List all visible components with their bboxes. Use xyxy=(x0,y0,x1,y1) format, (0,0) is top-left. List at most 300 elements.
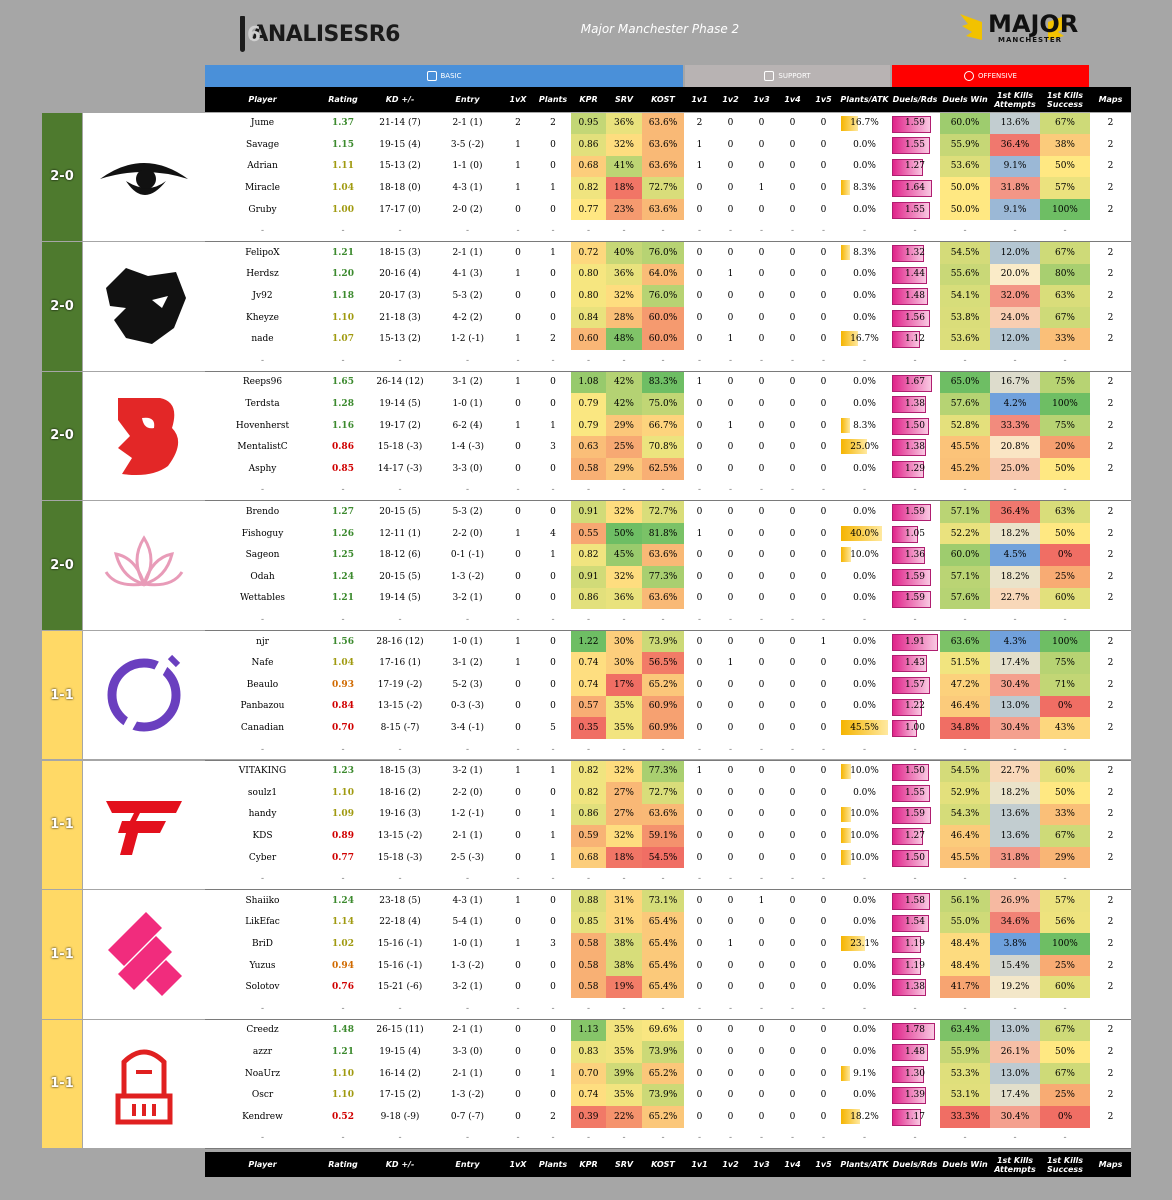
cell-plants xyxy=(535,544,571,566)
cell-kost xyxy=(642,717,684,739)
cell-value: 2 xyxy=(1107,831,1114,842)
spacer-dash: - xyxy=(661,355,665,366)
cell-value: 0.0% xyxy=(853,1047,876,1058)
cell-1v1 xyxy=(684,566,715,588)
cell-plants-atk xyxy=(839,696,890,718)
cell-1v2 xyxy=(715,1106,746,1128)
cell-value: 0 xyxy=(789,291,796,302)
cell-value: 25% xyxy=(1054,960,1075,971)
col-header-plants: Plants xyxy=(538,1160,568,1169)
cell-value: 0 xyxy=(758,312,765,323)
cell-value: 0.0% xyxy=(853,139,876,150)
cell-value: 0 xyxy=(758,139,765,150)
cell-srv xyxy=(606,631,642,653)
cell-fk-attempts xyxy=(990,372,1040,394)
cell-1vx xyxy=(501,307,535,329)
cell-value: 0 xyxy=(727,766,734,777)
cell-value: 0.57 xyxy=(578,701,599,712)
cell-duels-rds xyxy=(890,890,940,912)
cell-value: 0 xyxy=(696,809,703,820)
cell-value: 2-2 (0) xyxy=(452,528,483,539)
spacer-dash: - xyxy=(465,355,470,366)
cell-value: 21-18 (3) xyxy=(379,312,421,323)
cell-kd xyxy=(366,912,434,934)
cell-value: 2 xyxy=(1107,507,1114,518)
cell-value: 0.68 xyxy=(578,852,599,863)
cell-value: 26-14 (12) xyxy=(376,377,424,388)
cell-value: 0.60 xyxy=(578,334,599,345)
cell-1v1 xyxy=(684,544,715,566)
cell-value: 1.21 xyxy=(332,593,354,604)
cell-value: 1-2 (-1) xyxy=(450,334,485,345)
cell-value: 53.6% xyxy=(950,334,980,345)
cell-player xyxy=(205,631,320,653)
cell-1v4 xyxy=(777,415,808,437)
cell-value: 0 xyxy=(789,982,796,993)
cell-value: 0 xyxy=(727,636,734,647)
cell-value: Shaiiko xyxy=(245,895,280,906)
cell-1v2 xyxy=(715,177,746,199)
cell-value: 1.65 xyxy=(332,377,354,388)
cell-value: 0 xyxy=(789,269,796,280)
cell-value: 0 xyxy=(789,550,796,561)
cell-rating xyxy=(320,674,366,696)
cell-value: 0 xyxy=(727,1068,734,1079)
cell-1vx xyxy=(501,436,535,458)
cell-value: 0 xyxy=(820,960,827,971)
cell-entry xyxy=(434,588,501,610)
cell-value: 10.0% xyxy=(850,831,879,842)
cell-value: 2 xyxy=(550,334,556,345)
cell-1v4 xyxy=(777,976,808,998)
cell-value: 0 xyxy=(727,960,734,971)
cell-1v2 xyxy=(715,1084,746,1106)
cell-value: 0.74 xyxy=(578,658,599,669)
cell-kpr xyxy=(571,782,606,804)
cell-value: 30% xyxy=(613,636,634,647)
cell-kd xyxy=(366,804,434,826)
left-wing-icon xyxy=(960,14,982,44)
cell-fk-attempts xyxy=(990,782,1040,804)
col-header-maps: Maps xyxy=(1098,95,1123,104)
cell-1v1 xyxy=(684,804,715,826)
cell-value: 1 xyxy=(820,636,827,647)
cell-value: 0 xyxy=(758,1111,765,1122)
cell-value: 3-2 (1) xyxy=(452,982,483,993)
cell-value: 0 xyxy=(696,831,703,842)
cell-fk-attempts xyxy=(990,264,1040,286)
table-row xyxy=(205,955,1131,977)
cell-value: 0 xyxy=(727,982,734,993)
cell-value: 8.3% xyxy=(853,247,876,258)
cell-1v1 xyxy=(684,458,715,480)
cell-srv xyxy=(606,1041,642,1063)
cell-value: 0 xyxy=(820,550,827,561)
spacer-dash: - xyxy=(821,355,826,366)
cell-value: 1.10 xyxy=(332,1068,354,1079)
cell-rating xyxy=(320,1041,366,1063)
cell-value: 2 xyxy=(1107,334,1114,345)
cell-srv xyxy=(606,501,642,523)
cell-1v5 xyxy=(808,285,839,307)
cell-entry xyxy=(434,134,501,156)
cell-value: 1 xyxy=(727,334,734,345)
cell-entry xyxy=(434,242,501,264)
cell-1vx xyxy=(501,544,535,566)
cell-value: 0 xyxy=(758,269,765,280)
cell-1v2 xyxy=(715,890,746,912)
cell-value: 0 xyxy=(696,399,703,410)
cell-1v4 xyxy=(777,761,808,783)
cell-entry xyxy=(434,782,501,804)
cell-value: 1 xyxy=(550,852,556,863)
cell-kpr xyxy=(571,825,606,847)
cell-duels-rds xyxy=(890,1084,940,1106)
cell-value: 0 xyxy=(696,852,703,863)
cell-duels-rds xyxy=(890,976,940,998)
spacer-row xyxy=(205,1128,1131,1150)
cell-rating xyxy=(320,415,366,437)
cell-value: 1.28 xyxy=(332,399,354,410)
cell-value: 1.05 xyxy=(904,528,926,539)
cell-duels-win xyxy=(940,264,990,286)
cell-srv xyxy=(606,458,642,480)
table-row xyxy=(205,372,1131,394)
cell-1v4 xyxy=(777,544,808,566)
cell-1v3 xyxy=(746,890,777,912)
cell-value: 0 xyxy=(820,399,827,410)
cell-value: 0 xyxy=(550,571,556,582)
cell-1v5 xyxy=(808,156,839,178)
cell-srv xyxy=(606,933,642,955)
cell-value: 0 xyxy=(727,593,734,604)
cell-value: 100% xyxy=(1052,399,1078,410)
cell-kpr xyxy=(571,976,606,998)
cell-value: 42% xyxy=(613,377,634,388)
cell-value: 31.8% xyxy=(1000,183,1030,194)
cell-kpr xyxy=(571,674,606,696)
group-offensive-label: OFFENSIVE xyxy=(978,72,1017,80)
cell-value: 41.7% xyxy=(950,982,980,993)
cell-kd xyxy=(366,761,434,783)
cell-1v4 xyxy=(777,804,808,826)
cell-value: 1-1 (0) xyxy=(452,161,483,172)
cell-value: 0 xyxy=(550,161,556,172)
dz-ring-icon xyxy=(83,631,205,760)
cell-plants-atk xyxy=(839,242,890,264)
cell-kpr xyxy=(571,523,606,545)
cell-1v5 xyxy=(808,1020,839,1042)
spacer-dash: - xyxy=(260,615,265,626)
col-header-maps: Maps xyxy=(1098,1160,1123,1169)
cell-value: 0.94 xyxy=(332,960,354,971)
cell-entry xyxy=(434,285,501,307)
cell-value: 0 xyxy=(820,917,827,928)
team-record: 2-0 xyxy=(42,242,82,371)
cell-maps xyxy=(1090,674,1131,696)
cell-value: 0 xyxy=(758,982,765,993)
cell-rating xyxy=(320,264,366,286)
cell-1v5 xyxy=(808,804,839,826)
cell-value: 0 xyxy=(550,312,556,323)
cell-value: 0 xyxy=(696,1068,703,1079)
cell-value: 0 xyxy=(515,550,521,561)
cell-player xyxy=(205,976,320,998)
cell-kpr xyxy=(571,177,606,199)
cell-srv xyxy=(606,782,642,804)
cell-rating xyxy=(320,825,366,847)
spacer-dash: - xyxy=(465,1003,470,1014)
cell-kpr xyxy=(571,134,606,156)
cell-entry xyxy=(434,415,501,437)
cell-value: 54.5% xyxy=(950,247,980,258)
cell-1v2 xyxy=(715,523,746,545)
cell-value: 0.58 xyxy=(578,463,599,474)
spacer-dash: - xyxy=(963,1133,967,1144)
cell-duels-rds xyxy=(890,933,940,955)
cell-value: 2 xyxy=(1107,982,1114,993)
cell-value: 0 xyxy=(789,139,796,150)
cell-1v3 xyxy=(746,652,777,674)
cell-value: 27% xyxy=(613,787,634,798)
cell-value: 0 xyxy=(727,291,734,302)
cell-1v3 xyxy=(746,328,777,350)
spacer-dash: - xyxy=(728,355,733,366)
cell-value: 4.3% xyxy=(1003,636,1027,647)
cell-value: 0 xyxy=(696,312,703,323)
cell-value: 25.0% xyxy=(1000,463,1030,474)
cell-1v4 xyxy=(777,566,808,588)
cell-value: 36% xyxy=(613,118,634,129)
cell-value: 0 xyxy=(789,895,796,906)
cell-plants xyxy=(535,631,571,653)
cell-rating xyxy=(320,976,366,998)
cell-fk-attempts xyxy=(990,242,1040,264)
cell-value: Reeps96 xyxy=(242,377,283,388)
cell-value: 50.0% xyxy=(950,204,980,215)
cell-1v3 xyxy=(746,955,777,977)
cell-player xyxy=(205,588,320,610)
cell-srv xyxy=(606,761,642,783)
cell-value: 0 xyxy=(696,636,703,647)
cell-1v5 xyxy=(808,976,839,998)
cell-duels-win xyxy=(940,501,990,523)
cell-value: 53.8% xyxy=(950,312,980,323)
cell-value: 0.79 xyxy=(578,399,599,410)
cell-1v4 xyxy=(777,1063,808,1085)
cell-1v4 xyxy=(777,674,808,696)
cell-value: 0.0% xyxy=(853,658,876,669)
table-row xyxy=(205,1063,1131,1085)
col-header-1v2: 1v2 xyxy=(722,95,739,104)
cell-plants xyxy=(535,393,571,415)
cell-value: 48.4% xyxy=(950,939,980,950)
cell-value: 0 xyxy=(758,701,765,712)
cell-player xyxy=(205,134,320,156)
cell-1vx xyxy=(501,1084,535,1106)
cell-1v1 xyxy=(684,436,715,458)
spacer-dash: - xyxy=(862,874,867,885)
cell-1v4 xyxy=(777,113,808,135)
cell-plants xyxy=(535,134,571,156)
cell-value: 0 xyxy=(820,939,827,950)
cell-plants xyxy=(535,156,571,178)
cell-value: 2 xyxy=(1107,442,1114,453)
cell-player xyxy=(205,804,320,826)
cell-value: Wettables xyxy=(239,593,286,604)
cell-1v1 xyxy=(684,1020,715,1042)
cell-value: 1-3 (-2) xyxy=(450,571,485,582)
cell-value: 35% xyxy=(613,1047,634,1058)
cell-value: 0.0% xyxy=(853,636,876,647)
cell-value: 4 xyxy=(550,528,556,539)
cell-value: 0 xyxy=(696,269,703,280)
cell-value: 4.5% xyxy=(1003,550,1027,561)
spacer-dash: - xyxy=(551,485,555,496)
column-header-bottom xyxy=(205,1152,1131,1177)
cell-value: 60.9% xyxy=(648,701,678,712)
cell-value: 52.8% xyxy=(950,420,980,431)
cell-1v1 xyxy=(684,1084,715,1106)
cell-plants-atk xyxy=(839,890,890,912)
cell-fk-attempts xyxy=(990,156,1040,178)
cell-value: 2 xyxy=(1107,528,1114,539)
spacer-dash: - xyxy=(790,485,795,496)
cell-value: 0 xyxy=(727,183,734,194)
cell-value: 0 xyxy=(550,982,556,993)
cell-value: 22.7% xyxy=(1000,593,1030,604)
spacer-dash: - xyxy=(1063,355,1067,366)
cell-plants xyxy=(535,1041,571,1063)
cell-fk-attempts xyxy=(990,717,1040,739)
cell-1v1 xyxy=(684,393,715,415)
cell-value: 0 xyxy=(758,550,765,561)
cell-plants-atk xyxy=(839,372,890,394)
cell-1v5 xyxy=(808,177,839,199)
cell-plants-atk xyxy=(839,1106,890,1128)
cell-value: 12.0% xyxy=(1000,247,1030,258)
cell-value: 0 xyxy=(758,161,765,172)
table-row xyxy=(205,782,1131,804)
cell-value: 1-4 (-3) xyxy=(450,442,485,453)
cell-value: 25% xyxy=(613,442,634,453)
cell-value: 0 xyxy=(789,787,796,798)
cell-entry xyxy=(434,1063,501,1085)
table-row xyxy=(205,393,1131,415)
cell-value: 72.7% xyxy=(648,183,678,194)
cell-plants xyxy=(535,458,571,480)
spacer-dash: - xyxy=(963,485,967,496)
cell-value: 1 xyxy=(550,550,556,561)
cell-maps xyxy=(1090,761,1131,783)
spacer-dash: - xyxy=(341,226,345,237)
cell-value: 0 xyxy=(727,204,734,215)
cell-value: 0 xyxy=(515,291,521,302)
cell-value: 80% xyxy=(1054,269,1075,280)
cell-duels-rds xyxy=(890,955,940,977)
cell-value: 1.27 xyxy=(332,507,354,518)
cell-value: 5-2 (3) xyxy=(452,679,483,690)
cell-1v4 xyxy=(777,199,808,221)
spacer-dash: - xyxy=(341,485,345,496)
cell-value: 0 xyxy=(727,377,734,388)
cell-value: 48.4% xyxy=(950,960,980,971)
cell-value: 63.6% xyxy=(648,161,678,172)
cell-1v1 xyxy=(684,782,715,804)
cell-value: Panbazou xyxy=(240,701,285,712)
cell-value: 0.0% xyxy=(853,593,876,604)
cell-value: 1 xyxy=(515,658,521,669)
cell-value: 15-13 (2) xyxy=(379,334,421,345)
cell-value: 1 xyxy=(758,895,765,906)
cell-value: 0 xyxy=(696,723,703,734)
cell-value: 1.22 xyxy=(578,636,599,647)
cell-duels-win xyxy=(940,134,990,156)
cell-duels-rds xyxy=(890,825,940,847)
table-row xyxy=(205,156,1131,178)
cell-plants-atk xyxy=(839,566,890,588)
cell-srv xyxy=(606,804,642,826)
cell-value: 0.0% xyxy=(853,291,876,302)
cell-rating xyxy=(320,134,366,156)
cell-kpr xyxy=(571,933,606,955)
cell-value: 0 xyxy=(696,571,703,582)
cell-value: 0.0% xyxy=(853,571,876,582)
cell-value: 71% xyxy=(1054,679,1075,690)
cell-value: 0 xyxy=(727,1047,734,1058)
cell-1v1 xyxy=(684,242,715,264)
cell-plants-atk xyxy=(839,761,890,783)
cell-value: 19-15 (4) xyxy=(379,1047,421,1058)
cell-entry xyxy=(434,1084,501,1106)
cell-1v5 xyxy=(808,674,839,696)
cell-value: 38% xyxy=(613,939,634,950)
cell-value: 0 xyxy=(758,377,765,388)
spacer-dash: - xyxy=(622,355,626,366)
cell-duels-win xyxy=(940,113,990,135)
cell-rating xyxy=(320,458,366,480)
cell-fk-success xyxy=(1040,177,1090,199)
cell-value: 55.6% xyxy=(950,269,980,280)
cell-1v3 xyxy=(746,804,777,826)
cell-kpr xyxy=(571,804,606,826)
cell-fk-success xyxy=(1040,544,1090,566)
cell-maps xyxy=(1090,458,1131,480)
spacer-dash: - xyxy=(465,744,470,755)
team-secret-eye-icon xyxy=(83,113,205,242)
cell-fk-success xyxy=(1040,825,1090,847)
cell-value: 65.0% xyxy=(950,377,980,388)
cell-kost xyxy=(642,415,684,437)
cell-1vx xyxy=(501,674,535,696)
cell-fk-success xyxy=(1040,1041,1090,1063)
cell-value: 0 xyxy=(758,507,765,518)
spacer-dash: - xyxy=(790,355,795,366)
cell-value: 3 xyxy=(550,442,556,453)
spacer-dash: - xyxy=(661,1133,665,1144)
cell-player xyxy=(205,415,320,437)
table-row xyxy=(205,1020,1131,1042)
cell-value: handy xyxy=(248,809,277,820)
spacer-row xyxy=(205,350,1131,372)
cell-value: 16.7% xyxy=(1000,377,1030,388)
cell-value: 59.1% xyxy=(648,831,678,842)
cell-kd xyxy=(366,393,434,415)
table-row xyxy=(205,242,1131,264)
cell-srv xyxy=(606,588,642,610)
cell-1v2 xyxy=(715,458,746,480)
cell-value: 15-21 (-6) xyxy=(377,982,423,993)
